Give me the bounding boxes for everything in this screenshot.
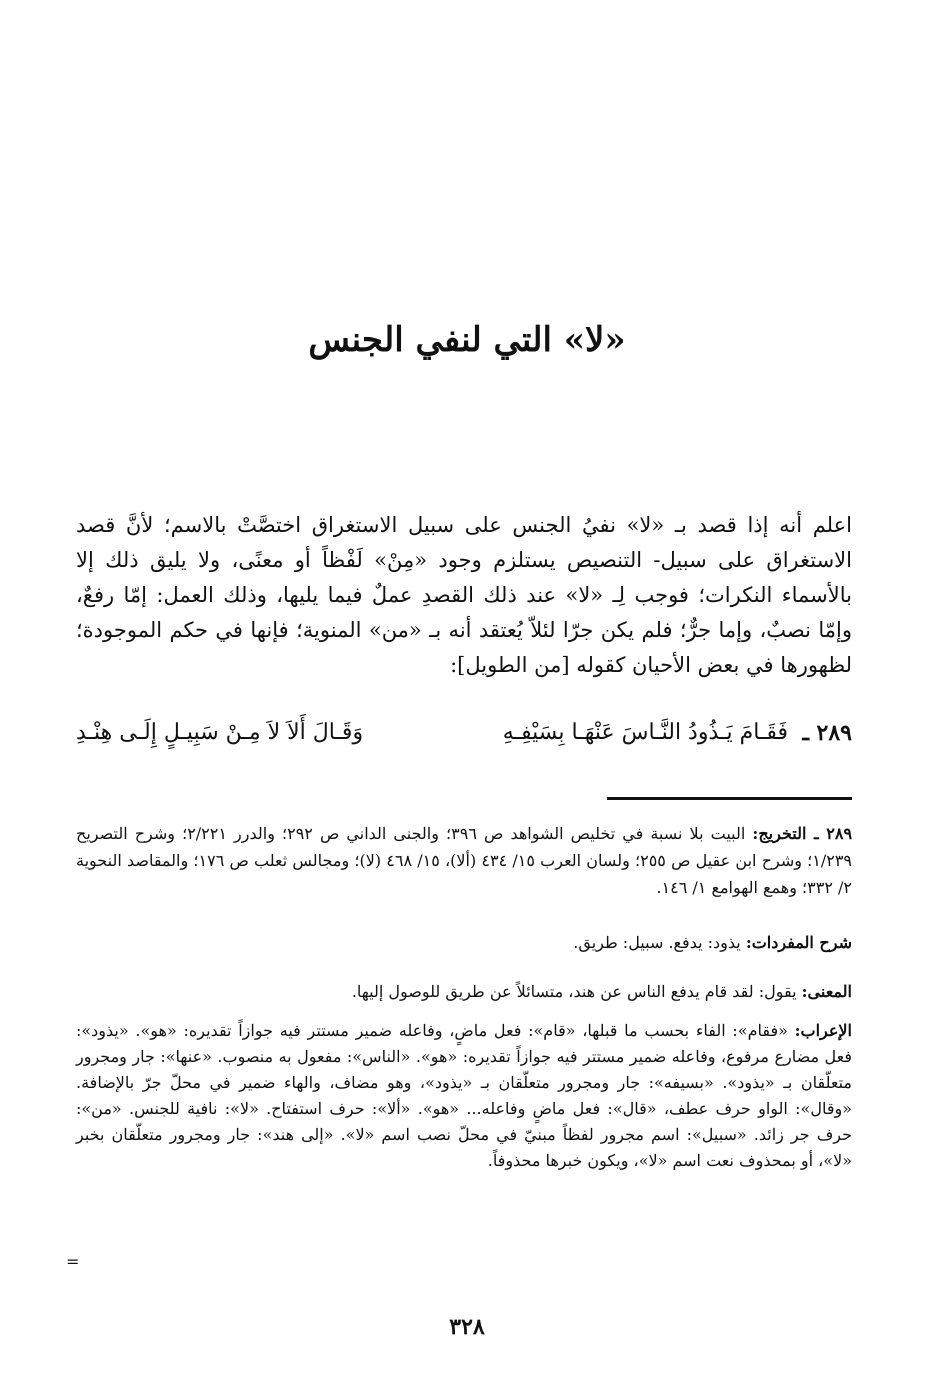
main-paragraph: اعلم أنه إذا قصد بـ «لا» نفيُ الجنس على سبيل الاستغراق اختصَّتْ بالاسم؛ لأنَّ قصد الاستغراق على سبيل- التنصيص يستلزم وجود «مِنْ» لَفْظاً أو معنًى، ولا يليق ذلك إلا بالأسماء النكرات؛ فوجب لِـ «لا» عند ذلك القصدِ عملٌ فيما يليها، وذلك العمل: إمّا رفعٌ، وإمّا نصبٌ، وإما جرٌّ؛ فلم يكن جرّا لئلاّ يُعتقد أنه بـ «من» المنوية؛ فإنها في حكم الموجودة؛ لظهورها في بعض الأحيان كقوله [من الطويل]: xyxy=(76,513,852,677)
footnote-parsing xyxy=(76,1018,852,1174)
poetry-verse xyxy=(76,713,852,753)
footnote-meaning-text: يقول: لقد قام يدفع الناس عن هند، متسائلاً عن طريق للوصول إليها. xyxy=(351,982,797,1001)
verse-second-hemistich: وَقَـالَ أَلاَ لاَ مِـنْ سَبِيـلٍ إِلَـى هِنْـدِ xyxy=(76,720,364,745)
footnote-vocab-text: يذود: يدفع. سبيل: طريق. xyxy=(573,933,741,952)
footnote-divider xyxy=(607,797,852,800)
continuation-mark: = xyxy=(66,1252,80,1271)
footnote-meaning xyxy=(76,979,852,1005)
footnote-parsing-text: «فقام»: الفاء بحسب ما قبلها، «قام»: فعل ماضٍ، وفاعله ضمير مستتر فيه جوازاً تقديره: «هو». «يذود»: فعل مضارع مرفوع، وفاعله ضمير مستتر فيه جوازاً تقديره: «هو». «الناس»: مفعول به منصوب. «عنها»: جار ومجرور متعلّقان بـ «يذود». «بسيفه»: جار ومجرور متعلّقان بـ «يذود»، وهو مضاف، والهاء ضمير في محلّ جرّ بالإضافة. «وقال»: الواو حرف عطف، «قال»: فعل ماضٍ وفاعله... «هو». «ألا»: حرف استفتاح. «لا»: نافية للجنس. «من»: حرف جر زائد. «سبيل»: اسم مجرور لفظاً مبنيّ في محلّ نصب اسم «لا». «إلى هند»: جار ومجرور متعلّقان بخبر «لا»، أو بمحذوف نعت اسم «لا»، ويكون خبرها محذوفاً. xyxy=(76,1021,852,1170)
verse-first-hemistich: فَقَـامَ يَـذُودُ النَّـاسَ عَنْهَـا بِسَيْفِـهِ xyxy=(502,720,788,745)
footnote-vocab-label: شرح المفردات: xyxy=(745,933,852,952)
verse-number: ٢٨٩ ـ xyxy=(802,720,852,746)
page-number: ٣٢٨ xyxy=(449,1314,485,1340)
footnote-parsing-label: الإعراب: xyxy=(794,1021,852,1040)
footnote-meaning-label: المعنى: xyxy=(801,982,852,1001)
footnote-takhrij xyxy=(76,820,852,901)
footnote-takhrij-text: البيت بلا نسبة في تخليص الشواهد ص ٣٩٦؛ والجنى الداني ص ٢٩٢؛ والدرر ٢/٢٢١؛ وشرح التصريح ١/٢٣٩؛ وشرح ابن عقيل ص ٢٥٥؛ ولسان العرب ١٥/ ٤٣٤ (ألا)، ١٥/ ٤٦٨ (لا)؛ ومجالس ثعلب ص ١٧٦؛ والمقاصد النحوية ٢/ ٣٣٢؛ وهمع الهوامع ١/ ١٤٦. xyxy=(76,824,852,897)
footnote-takhrij-label: ٢٨٩ ـ التخريج: xyxy=(752,824,853,843)
chapter-title: «لا» التي لنفي الجنس xyxy=(308,320,626,360)
footnote-vocab xyxy=(76,930,852,956)
